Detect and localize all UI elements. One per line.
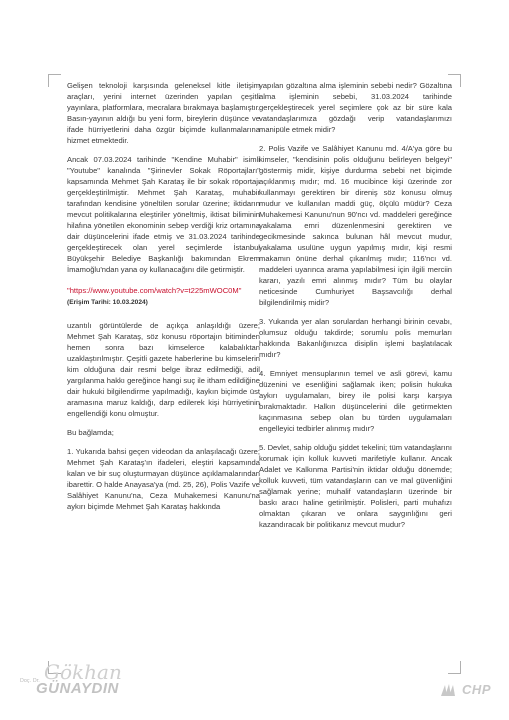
party-logo <box>439 682 491 700</box>
signature-script: Gökhan <box>44 660 122 684</box>
intro-paragraph: Gelişen teknoloji karşısında geleneksel kitle iletişim araçları, yerini internet üzerinden yapılan çeşitli yayınlara, platformlara, mecralara bırakmaya başlamıştır. Basın-yayının aldığı bu yeni form, bireylerin düşünce ve ifade hürriyetlerini daha özgür biçimde kullanmalarına hizmet etmektedir. <box>67 81 260 145</box>
access-date: (Erişim Tarihi: 10.03.2024) <box>67 299 148 306</box>
question-1-continued: yapılan gözaltına alma işleminin sebebi nedir? Gözaltına alma işleminin sebebi, 31.03.2024 tarihinde gerçekleştirecek yerel seçimlere çok az bir süre kala vatandaşlarımıza gözdağı verip vatandaşlarımızı manipüle etmek midir? <box>259 81 452 134</box>
question-3-paragraph: 3. Yukarıda yer alan sorulardan herhangi birinin cevabı, olumsuz olduğu takdirde; sorumlu polis memurları hakkında Bakanlığınızca disiplin işlemi başlatılacak mıdır? <box>259 317 452 359</box>
signature-name: GÜNAYDIN <box>36 680 119 697</box>
signature-block <box>18 656 138 706</box>
question-4-paragraph: 4. Emniyet mensuplarının temel ve asli görevi, kamu düzenini ve esenliğini sağlamak iken; polisin hukuka aykırı uygulamaları, birey ile polisi karşı karşıya bırakmaktadır. Halkın düşüncelerini dile getirmekten kaçınmasına sebep olan bu türden uygulamaları engelleyici tedbirler alınmış mıdır? <box>259 369 452 433</box>
crop-mark-bottom-right <box>448 661 461 674</box>
party-logo-text: CHP <box>462 682 491 697</box>
right-column <box>259 80 452 538</box>
youtube-source-link[interactable]: "https://www.youtube.com/watch?v=t225mWOC0M" <box>67 286 242 295</box>
left-column <box>67 80 260 520</box>
question-1-paragraph: 1. Yukarıda bahsi geçen videodan da anlaşılacağı üzere; Mehmet Şah Karataş'ın ifadeleri, eleştiri kapsamında kalan ve bir suç oluşturmayan düşünce açıklamalarından ibarettir. O halde Anayasa'ya (md. 25, 26), Polis Vazife ve Salâhiyet Kanunu'na, Ceza Muhakemesi Kanunu'na aykırı biçimde Mehmet Şah Karataş hakkında <box>67 447 260 511</box>
context-paragraph: Bu bağlamda; <box>67 428 114 437</box>
question-2-paragraph: 2. Polis Vazife ve Salâhiyet Kanunu md. 4/A'ya göre bu kimseler, "kendisinin polis olduğunu belirleyen belgeyi" göstermiş midir, kişiye durdurma sebebi net biçimde açıklanmış mıdır; md. 16 mucibince kişi üzerinde zor kullanmayı gerektiren bir direniş söz konusu olmuş mudur ve kullanılan maddi güç, ölçülü müdür? Ceza Muhakemesi Kanunu'nun 90'ncı vd. maddeleri gereğince yakalama emri düzenlenmesini gerektiren ve gecikmesinde sakınca bulunan hâl mevcut mudur, yakalama usulüne uygun yapılmış mıdır, kişi resmi makamın önüne derhal çıkarılmış mıdır; 116'ncı vd. maddeleri uyarınca arama yapılabilmesi için ilgili merciin kararı, yazılı emri alınmış mıdır? Tüm bu olaylar neticesinde Cumhuriyet Başsavcılığı derhal bilgilendirilmiş midir? <box>259 144 452 307</box>
crop-mark-top-left <box>48 74 61 87</box>
source-link-paragraph <box>67 285 260 296</box>
question-5-paragraph: 5. Devlet, sahip olduğu şiddet tekelini; tüm vatandaşlarını korumak için kolluk kuvveti marifetiyle kullanır. Ancak Adalet ve Kalkınma Partisi'nin iktidar olduğu dönemde; kolluk kuvveti, tüm vatandaşların can ve mal güvenliğini sağlamak yerine; muhalif vatandaşların üzerinde bir baskı aracı haline getirilmiştir. Polisleri, parti muhafızı olmaktan çıkaran ve onlara saygınlığını geri kazandıracak bir politikanız mevcut mudur? <box>259 443 452 529</box>
interview-paragraph: Ancak 07.03.2024 tarihinde "Kendine Muhabir" isimli "Youtube" kanalında "Şirinevler Sokak Röportajları" kapsamında Mehmet Şah Karataş ile bir sokak röportajı gerçekleştirilmiştir. Mehmet Şah Karataş, muhabir tarafından kendisine yöneltilen sorular üzerine; iktidarın mevcut politikalarına eleştiriler yöneltmiş, iktisat biliminin hilafına yönetilen ekonominin sebep verdiği kriz ortamına dair düşüncelerini ifade etmiş ve 31.03.2024 tarihinde gerçekleştirecek olan yerel seçimlerde İstanbul Büyükşehir Belediye Başkanlığı bakımından Ekrem İmamoğlu'ndan yana oy kullanacağını dile getirmiştir. <box>67 155 260 274</box>
signature-title: Doç. Dr. <box>20 678 40 684</box>
party-logo-icon <box>439 682 459 700</box>
detention-paragraph: uzantılı görüntülerde de açıkça anlaşıldığı üzere; Mehmet Şah Karataş, söz konusu röportajın bitiminden hemen sonra bazı kimselerce kalabalıktan uzaklaştırılmıştır. Çeşitli gazete haberlerine bu kimselerin kim olduğuna dair resmi belge ibraz edilmediği, adil yargılanma hakkı gereğince hangi suç ile itham edildiğine dair hukuki bilgilendirme yapılmadığı, kaykın biçimde üst aramasına maruz kaldığı, darp edilerek kişi hürriyetinin engellendiği konu olmuştur. <box>67 321 260 418</box>
